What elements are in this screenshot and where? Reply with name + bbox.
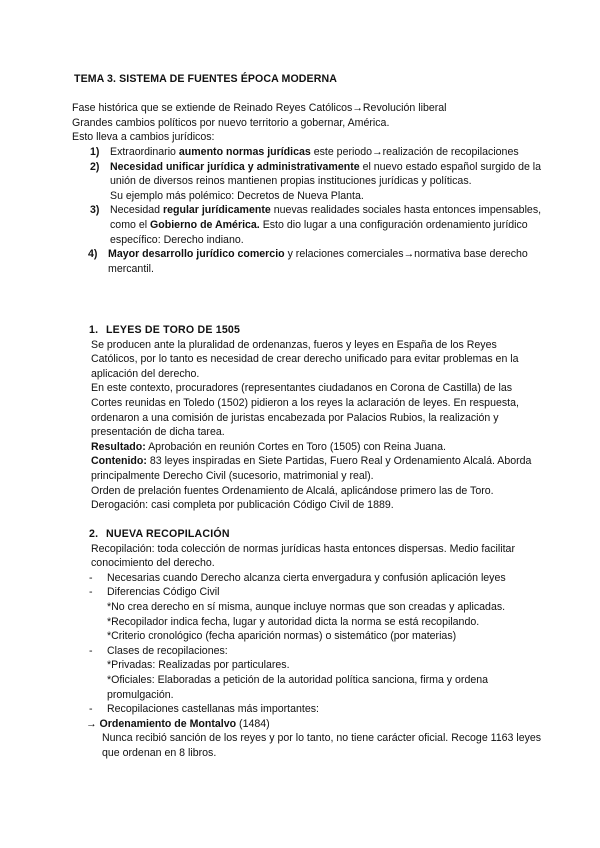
resultado-text: Aprobación en reunión Cortes en Toro (1505) con Reina Juana. [145, 440, 446, 453]
intro-line: Esto lleva a cambios jurídicos: [72, 131, 215, 144]
label-resultado: Resultado: [91, 440, 146, 453]
dash-bullet: - [89, 571, 93, 584]
numbered-list [72, 145, 542, 276]
item-text: Recopilaciones castellanas más importantes: [107, 703, 319, 716]
item-text: Clases de recopilaciones: [107, 644, 228, 657]
item-text: este periodo→realización de recopilaciones [310, 146, 519, 158]
sub-item: *Recopilador indica fecha, lugar y autoridad dicta la norma se está recopilando. [107, 615, 480, 628]
section-title: LEYES DE TORO DE 1505 [106, 324, 241, 336]
section-title: NUEVA RECOPILACIÓN [106, 528, 230, 540]
section-body [72, 542, 542, 571]
item-text: Extraordinario [110, 146, 179, 158]
paragraph: Orden de prelación fuentes Ordenamiento de Alcalá, aplicándose primero las de Toro. [91, 484, 494, 497]
list-item [72, 247, 542, 276]
list-number: 1) [90, 146, 100, 158]
dash-bullet: - [89, 703, 93, 716]
montalvo-year: (1484) [236, 717, 270, 730]
page-title: TEMA 3. SISTEMA DE FUENTES ÉPOCA MODERNA [74, 73, 337, 85]
item-bold-text: regular jurídicamente [163, 204, 271, 217]
intro-line: Fase histórica que se extiende de Reinado Reyes Católicos→Revolución liberal [72, 102, 447, 114]
dash-bullet: - [89, 586, 93, 599]
item-bold-text: Necesidad unificar jurídica y administrativamente [110, 160, 360, 173]
list-item [72, 644, 542, 659]
list-item [72, 203, 542, 247]
contenido-text: 83 leyes inspiradas en Siete Partidas, Fuero Real y Ordenamiento Alcalá. Aborda principalmente Derecho Civil (sucesorio, matrimonial y real). [91, 455, 532, 482]
sub-item: *Criterio cronológico (fecha aparición normas) o sistemático (por materias) [107, 630, 457, 643]
item-text: y relaciones comerciales→normativa base derecho mercantil. [108, 248, 528, 275]
item-bold-text: Mayor desarrollo jurídico comercio [108, 248, 285, 261]
section-nueva-recopilacion [72, 527, 542, 761]
intro-line: Grandes cambios políticos por nuevo territorio a gobernar, América. [72, 116, 390, 129]
section-heading [72, 527, 542, 542]
sub-item: *Privadas: Realizadas por particulares. [107, 659, 290, 672]
section-body [72, 338, 542, 513]
intro-block [72, 101, 542, 145]
item-bold-text: aumento normas jurídicas [178, 146, 311, 158]
dash-bullet: - [89, 644, 93, 657]
sub-item: *No crea derecho en sí misma, aunque incluye normas que son creadas y aplicadas. [107, 600, 506, 613]
list-number: 4) [88, 248, 98, 261]
arrow-icon: → [86, 717, 97, 730]
section-number: 1. [89, 324, 99, 336]
item-text: nuevas realidades sociales hasta entonces impensables, como el [110, 204, 542, 231]
list-item [72, 585, 542, 600]
section-heading [72, 323, 542, 338]
paragraph: Se producen ante la pluralidad de ordenanzas, fueros y leyes en España de los Reyes Católicos, por lo tanto es necesidad de crear derecho unificado para evitar problemas en la aplicación del derecho. [91, 338, 519, 380]
label-contenido: Contenido: [91, 455, 147, 468]
dash-list [72, 571, 542, 761]
list-item [72, 145, 542, 160]
item-text: el nuevo estado español surgido de la unión de diversos reinos mantienen propias instituciones jurídicas y políticas. [110, 160, 542, 188]
item-text: Necesidad [110, 204, 163, 217]
paragraph [91, 440, 542, 455]
item-extra-text: Su ejemplo más polémico: Decretos de Nueva Planta. [110, 189, 364, 202]
item-bold-text: Gobierno de América. [150, 218, 260, 231]
montalvo-title: Ordenamiento de Montalvo [99, 717, 237, 730]
section-number: 2. [89, 528, 99, 540]
paragraph: Derogación: casi completa por publicación Código Civil de 1889. [91, 499, 394, 512]
paragraph: Recopilación: toda colección de normas jurídicas hasta entonces dispersas. Medio facilitar conocimiento del derecho. [91, 542, 515, 570]
list-number: 3) [90, 204, 100, 217]
item-text: Esto dio lugar a una configuración ordenamiento jurídico específico: Derecho indiano. [110, 218, 528, 246]
list-number: 2) [90, 160, 100, 173]
paragraph: En este contexto, procuradores (representantes ciudadanos en Corona de Castilla) de las Cortes reunidas en Toledo (1502) pidieron a los reyes la aclaración de leyes. En respuesta, ordenaron a una comisión de juristas encabezada por Palacios Rubios, la realización y presentación de dicha tarea. [91, 382, 519, 439]
list-item [72, 571, 542, 586]
paragraph [91, 454, 542, 483]
montalvo-text: Nunca recibió sanción de los reyes y por lo tanto, no tiene carácter oficial. Recoge 1163 leyes que ordenan en 8 libros. [102, 732, 542, 759]
item-text: Necesarias cuando Derecho alcanza cierta envergadura y confusión aplicación leyes [107, 571, 506, 584]
list-item [72, 702, 542, 717]
sub-item: *Oficiales: Elaboradas a petición de la autoridad política sanciona, firma y ordena promulgación. [107, 673, 489, 701]
item-text: Diferencias Código Civil [107, 586, 220, 599]
section-leyes-toro [72, 323, 542, 513]
list-item [72, 160, 542, 204]
arrow-item [72, 717, 542, 732]
